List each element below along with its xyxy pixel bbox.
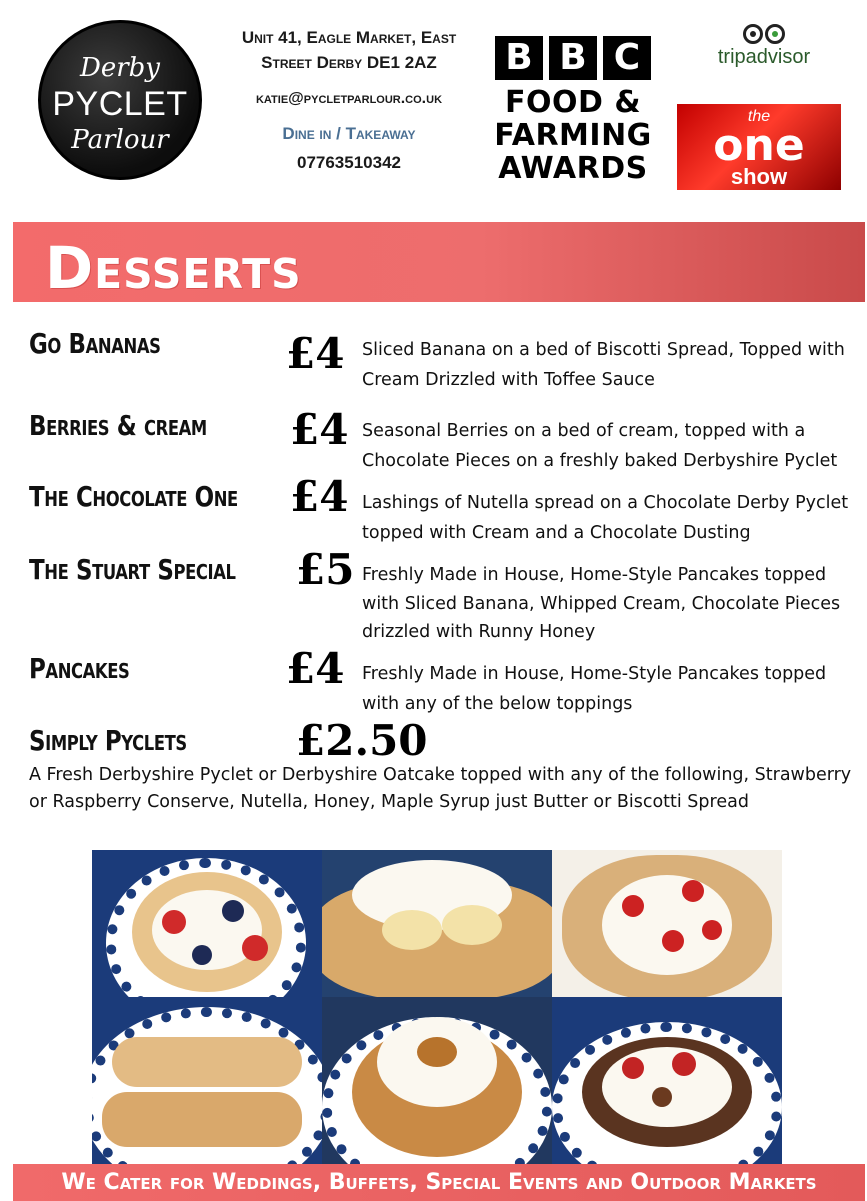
simply-pyclets-description: A Fresh Derbyshire Pyclet or Derbyshire Oatcake topped with any of the following, Strawberry or Raspberry Conserve, Nutella, Honey, Maple Syrup just Butter or Biscotti Spread <box>29 765 852 812</box>
item-description: Lashings of Nutella spread on a Chocolate Derby Pyclet topped with Cream and a Chocolate Dusting <box>362 493 849 543</box>
photo-pancake-rolls <box>92 997 322 1164</box>
section-title: Desserts <box>45 234 302 302</box>
tripadvisor-wordmark: tripadvisor <box>717 46 811 68</box>
item-name: Berries & cream <box>29 409 207 442</box>
photo-chocolate-one <box>552 997 782 1164</box>
item-name: Pancakes <box>29 652 130 685</box>
tv-line-1: the <box>747 108 771 125</box>
item-name: The Stuart Special <box>29 553 236 586</box>
item-price: £4 <box>286 644 345 693</box>
address-line-1: Unit 41, Eagle Market, East <box>241 28 457 47</box>
bbc-letter-1: B <box>495 36 543 80</box>
photo-stuart-special <box>322 997 552 1164</box>
item-name: The Chocolate One <box>29 480 238 513</box>
photo-strawberry-pyclet <box>552 850 782 997</box>
dessert-photo-grid <box>92 850 782 1164</box>
photo-berries-and-cream <box>92 850 322 997</box>
logo-line-pyclet: PYCLET <box>52 85 188 123</box>
tv-line-2: one <box>713 120 805 171</box>
item-description: Sliced Banana on a bed of Biscotti Spread, Topped with Cream Drizzled with Toffee Sauce <box>362 340 845 390</box>
logo-line-parlour: Parlour <box>71 125 169 155</box>
bbc-letter-2: B <box>549 36 597 80</box>
service-type: Dine in / Takeaway <box>282 124 416 144</box>
email-address: katie@pycletparlour.co.uk <box>255 90 443 108</box>
phone-number: 07763510342 <box>296 153 401 173</box>
contact-block <box>218 26 480 176</box>
owl-icon <box>694 24 834 44</box>
bbc-food-farming-awards-logo <box>493 36 653 185</box>
photo-go-bananas <box>322 850 552 997</box>
award-line-2: FARMING <box>494 118 652 153</box>
item-price: £4 <box>290 405 349 454</box>
pyclet-parlour-logo <box>38 20 202 180</box>
item-name: Simply Pyclets <box>29 724 187 757</box>
the-one-show-logo <box>677 104 841 190</box>
tripadvisor-logo <box>694 24 834 69</box>
bbc-letter-3: C <box>603 36 651 80</box>
award-line-1: FOOD & <box>504 85 641 120</box>
tv-line-3: show <box>730 164 788 189</box>
item-name: Go Bananas <box>29 327 161 360</box>
item-price: £4 <box>286 329 345 378</box>
item-description: Freshly Made in House, Home-Style Pancakes topped with any of the below toppings <box>362 664 827 714</box>
item-description: Seasonal Berries on a bed of cream, topped with a Chocolate Pieces on a freshly baked Derbyshire Pyclet <box>362 421 838 471</box>
catering-banner: We Cater for Weddings, Buffets, Special Events and Outdoor Markets <box>13 1164 865 1201</box>
item-price: £4 <box>290 472 349 521</box>
item-description: Freshly Made in House, Home-Style Pancakes topped with Sliced Banana, Whipped Cream, Chocolate Pieces drizzled with Runny Honey <box>362 565 841 642</box>
logo-line-derby: Derby <box>80 53 160 83</box>
item-price: £5 <box>296 545 355 594</box>
award-line-3: AWARDS <box>498 151 648 186</box>
address-line-2: Street Derby DE1 2AZ <box>261 52 437 72</box>
section-banner <box>13 222 865 302</box>
item-price: £2.50 <box>296 716 428 765</box>
